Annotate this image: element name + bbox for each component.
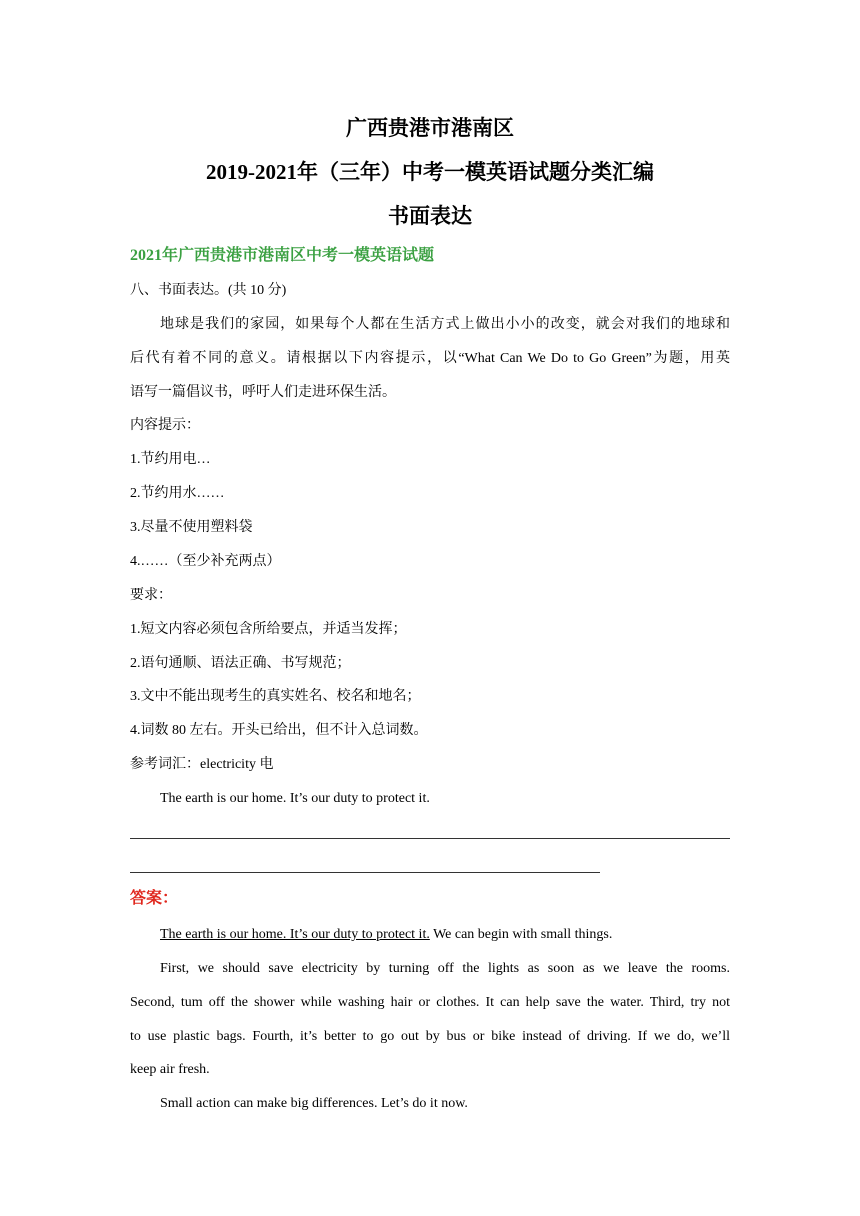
answer-body-line: First, we should save electricity by turning off the lights as soon as we leave the rooms. — [160, 961, 730, 976]
requirement-item: 4.词数 80 左右。开头已给出，但不计入总词数。 — [130, 723, 428, 738]
requirements-label: 要求： — [130, 588, 172, 603]
answer-opening-rest: We can begin with small things. — [429, 927, 613, 942]
document-title-series: 2019-2021年（三年）中考一模英语试题分类汇编 — [206, 160, 654, 184]
essay-opening-sentence: The earth is our home. It’s our duty to protect it. — [160, 791, 430, 806]
requirement-item: 2.语句通顺、语法正确、书写规范； — [130, 656, 351, 671]
requirement-item: 3.文中不能出现考生的真实姓名、校名和地名； — [130, 689, 421, 704]
answer-body-line: to use plastic bags. Fourth, it’s better to go out by bus or bike instead of driving. If we do, we’ll — [130, 1029, 730, 1044]
answer-opening-underlined: The earth is our home. It’s our duty to protect it. — [160, 927, 430, 942]
writing-line — [130, 838, 730, 839]
answer-closing: Small action can make big differences. Let’s do it now. — [160, 1096, 468, 1111]
question-number-title: 八、书面表达。(共 10 分) — [130, 283, 287, 298]
document-title-region: 广西贵港市港南区 — [346, 116, 514, 140]
vocabulary-hint: 参考词汇：electricity 电 — [130, 757, 274, 772]
prompt-line: 语写一篇倡议书，呼吁人们走进环保生活。 — [130, 385, 396, 400]
hint-item: 3.尽量不使用塑料袋 — [130, 520, 253, 535]
document-title-topic: 书面表达 — [388, 204, 472, 228]
hint-item: 1.节约用电… — [130, 452, 211, 467]
hints-label: 内容提示： — [130, 418, 200, 433]
prompt-line: 后代有着不同的意义。请根据以下内容提示，以“What Can We Do to Go Green”为题，用英 — [130, 351, 730, 366]
prompt-line: 地球是我们的家园，如果每个人都在生活方式上做出小小的改变，就会对我们的地球和 — [160, 317, 730, 332]
section-heading: 2021年广西贵港市港南区中考一模英语试题 — [130, 247, 435, 264]
requirement-item: 1.短文内容必须包含所给要点，并适当发挥； — [130, 622, 407, 637]
answer-body-line: keep air fresh. — [130, 1062, 210, 1077]
hint-item: 2.节约用水…… — [130, 486, 225, 501]
hint-item: 4.……（至少补充两点） — [130, 554, 281, 569]
answer-first-line — [160, 925, 612, 945]
writing-line — [130, 872, 600, 873]
answer-body-line: Second, tum off the shower while washing hair or clothes. It can help save the water. Third, try not — [130, 995, 730, 1010]
answer-label: 答案： — [130, 890, 179, 907]
